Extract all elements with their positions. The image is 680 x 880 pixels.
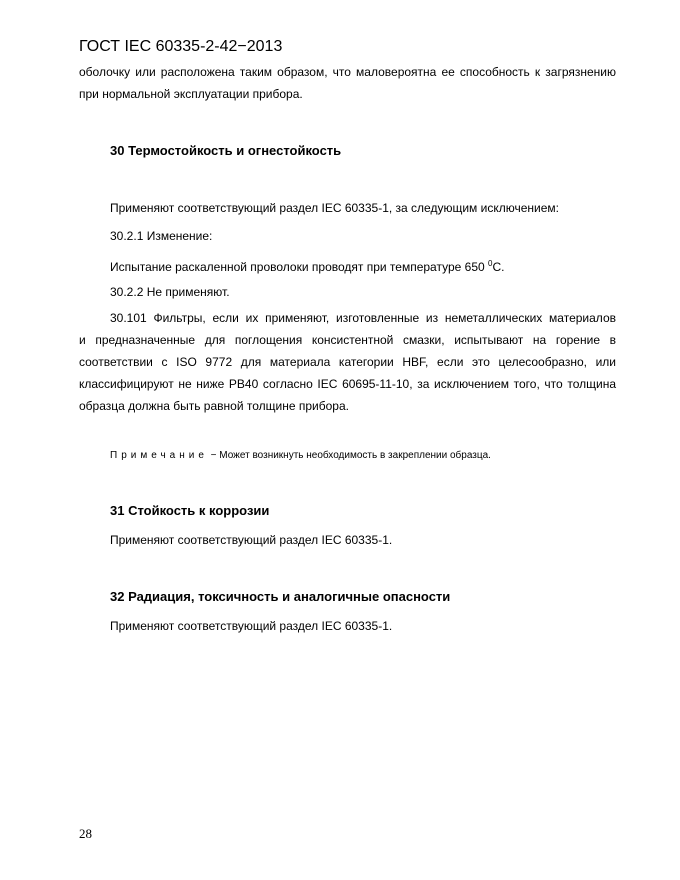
note-text: − Может возникнуть необходимость в закреплении образца. [207, 450, 491, 461]
paragraph-5-line-4: классифицируют не ниже РВ40 согласно IEC 60695-11-10, за исключением того, что толщина [79, 377, 616, 391]
intro-line-2: при нормальной эксплуатации прибора. [79, 87, 303, 101]
section-30-paragraph-3-text: Испытание раскаленной проволоки проводят при температуре 650 [110, 260, 488, 274]
section-30-paragraph-3-tail: С. [492, 260, 505, 274]
note-label: Примечание [110, 450, 208, 461]
section-32-paragraph-1: Применяют соответствующий раздел IEC 60335-1. [110, 619, 393, 633]
section-31-heading: 31 Стойкость к коррозии [110, 503, 270, 518]
intro-paragraph [79, 61, 616, 105]
section-30-note [110, 450, 491, 461]
paragraph-5-line-1: 30.101 Фильтры, если их применяют, изготовленные из неметаллических материалов [110, 311, 616, 325]
section-30-paragraph-2: 30.2.1 Изменение: [110, 229, 213, 243]
section-30-paragraph-3 [110, 253, 504, 278]
paragraph-5-line-5: образца должна быть равной толщине прибора. [79, 399, 349, 413]
intro-line-1: оболочку или расположена таким образом, что маловероятна ее способность к загрязнению [79, 65, 616, 79]
section-30-paragraph-4: 30.2.2 Не применяют. [110, 285, 230, 299]
section-32-heading: 32 Радиация, токсичность и аналогичные опасности [110, 589, 451, 604]
section-30-heading: 30 Термостойкость и огнестойкость [110, 143, 342, 158]
paragraph-5-line-2: и предназначенные для поглощения консистентной смазки, испытывают на горение в [79, 333, 616, 347]
page-number: 28 [79, 826, 92, 841]
section-30-paragraph-5 [79, 307, 616, 417]
section-31-paragraph-1: Применяют соответствующий раздел IEC 60335-1. [110, 533, 393, 547]
document-header-title: ГОСТ IEC 60335-2-42−2013 [79, 38, 283, 55]
degree-superscript: 0 [488, 259, 493, 268]
section-30-paragraph-1: Применяют соответствующий раздел IEC 60335-1, за следующим исключением: [110, 201, 559, 215]
paragraph-5-line-3: соответствии с ISO 9772 для материала категории HBF, если это целесообразно, или [79, 355, 616, 369]
